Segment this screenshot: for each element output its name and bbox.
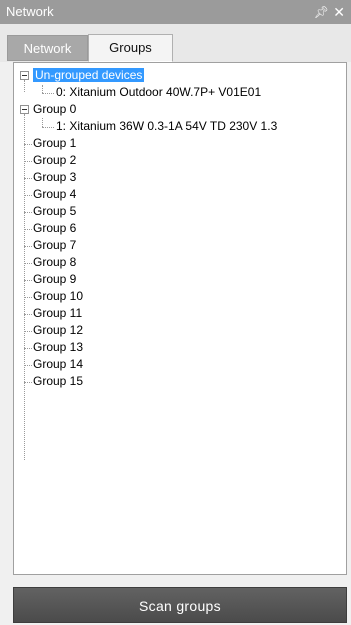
scan-groups-button[interactable]: Scan groups <box>13 587 347 623</box>
tree-node-group[interactable]: Group 7 <box>33 238 77 252</box>
tree-node-group[interactable]: Group 13 <box>33 340 84 354</box>
collapse-icon[interactable] <box>20 71 29 80</box>
tab-strip <box>0 24 351 62</box>
tree-node-ungrouped[interactable] <box>33 67 144 84</box>
collapse-icon[interactable] <box>20 105 29 114</box>
panel-title: Network <box>6 4 54 19</box>
panel-titlebar <box>0 0 351 24</box>
tree-node-group[interactable]: Group 3 <box>33 170 77 184</box>
tree-node-label: Un-grouped devices <box>35 68 143 82</box>
device-item[interactable]: 1: Xitanium 36W 0.3-1A 54V TD 230V 1.3 <box>56 119 278 133</box>
groups-tree[interactable] <box>13 62 347 575</box>
tree-node-group[interactable]: Group 2 <box>33 153 77 167</box>
tree-node-group[interactable]: Group 12 <box>33 323 84 337</box>
tree-node-group[interactable]: Group 8 <box>33 255 77 269</box>
tree-node-group[interactable]: Group 15 <box>33 374 84 388</box>
tab-network[interactable]: Network <box>7 35 88 61</box>
tree-node-group[interactable]: Group 4 <box>33 187 77 201</box>
tree-node-group[interactable]: Group 10 <box>33 289 84 303</box>
device-item[interactable]: 0: Xitanium Outdoor 40W.7P+ V01E01 <box>56 85 262 99</box>
tree-node-group[interactable]: Group 11 <box>33 306 83 320</box>
tab-groups[interactable]: Groups <box>88 34 173 62</box>
pin-icon[interactable]: 📌︎ <box>313 5 329 19</box>
tree-node-group[interactable]: Group 14 <box>33 357 84 371</box>
tree-node-group[interactable]: Group 9 <box>33 272 77 286</box>
tree-node-group[interactable]: Group 5 <box>33 204 77 218</box>
close-icon[interactable]: ✕ <box>333 4 345 20</box>
tree-node-group[interactable]: Group 1 <box>33 136 77 150</box>
button-bar <box>0 575 351 625</box>
tree-node-group[interactable]: Group 6 <box>33 221 77 235</box>
tree-node-group-0[interactable]: Group 0 <box>33 102 77 116</box>
